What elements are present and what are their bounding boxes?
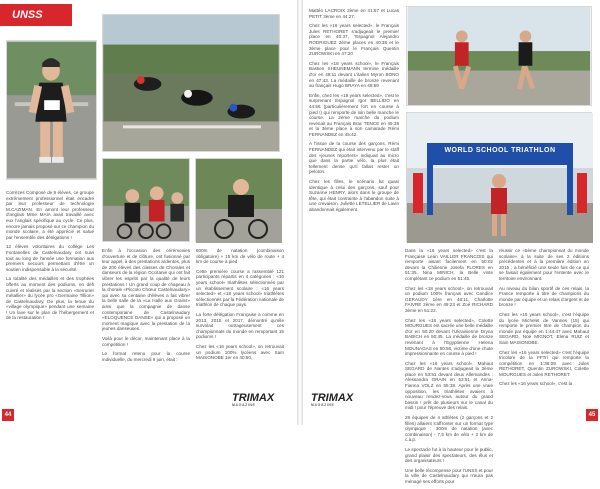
paragraph: Dans la «16 years selected» c'est la Française Lean VAILLER FRANCOIS qui remporte aisant facilement en 50:02 devant la Chilienne Josefa FLORES en 51:35. Nina MINICH, la Belle vinte complétant ce podium en 51:45. [405, 248, 493, 281]
photo-bike-pack [102, 158, 190, 242]
left-page [0, 0, 297, 425]
page-number: 44 [2, 409, 14, 421]
paragraph: Mattéo LACROIX 2ème en 41:57 et Lucas PETIT 3ème en 44:27. [309, 8, 399, 19]
left-column-2 [102, 248, 190, 366]
left-column-1 [6, 190, 94, 325]
right-column-3 [499, 248, 589, 391]
right-column-1 [309, 8, 399, 217]
section-tag: UNSS [0, 4, 72, 26]
paragraph: Chez les «18 years school», le Français Bastien SHEUNEMANN termine médaille d'or en 48:11 devant L'italien Myron BONO en 47:43. La médaille de bronze revenant au français Hugo BRAYA en 48:59 [309, 60, 399, 89]
paragraph: 28 équipes de 4 athlètes (2 garçons et 2 filles) allaient s'affronter sur un format type olympique : 300m de natation (avec combinaison) - 7,5 km de vélo + 2 km de c.à.p. [405, 415, 493, 443]
left-column-3 [196, 248, 284, 365]
paragraph: Le spectacle fut à la hauteur pour le public, grand plaisir des spectateurs, des élus et des organisateurs ! [405, 447, 493, 464]
paragraph: Chez les «16 years school», c'est la [499, 381, 573, 387]
finish-banner-text: WORLD SCHOOL TRIATHLON [444, 147, 556, 154]
paragraph: Corrèzes Composé de 9 élèves, ce groupe extrêmement professionnel était encadré par leur professeur de technologie M.CAZIMAN. En amont leur professeur d'anglais Mme MAIA avait travaillé avec eux l'anglais spécifique au cycle. Ce plus, encore jamais proposé sur ce champion du monde scolaire, a été apprécié et salué par l'ensemble des délégations ! [6, 190, 94, 240]
photo-runners [406, 6, 592, 106]
paragraph: Cette première course a rassemblé 121 participants répartis en 4 catégories : «16 years school» triathlètes sélectionnés par un établissement scolaire ; «16 years selected» et «18 years school» triathlètes sélectionnés par la Fédération nationale de triathlon de chaque pays. [196, 268, 284, 308]
paragraph: Le format retenu pour la course individuelle, du mercredi 9 juin, était : [102, 351, 190, 362]
paragraph: 600m de natation (combinaison obligatoire) + 15 km de vélo de route + 4 km de course à pied [196, 248, 284, 265]
right-column-2 [405, 248, 493, 489]
paragraph: A l'issue de la course des garçons, Rémi FERNANDEZ qui était intervenu par le staff des «jeunes reporters» indiquait au micro que dans la partie vélo, la plus était tellement dense qu'il fallait rester un peloton. [309, 141, 399, 175]
paragraph: Voilà pour le décor, maintenant place à la compétition ! [102, 335, 190, 347]
paragraph: Chez les «18 years school», on retrouvait un podium 100% français avec Candice GERAUDY 1ère en 48:11, Charlotte FAIVRE 2ème en 49:23 et Zoé RICHARD 3ème en 51:22. [405, 285, 493, 313]
logo-text: TRIMAX [311, 392, 354, 404]
paragraph: Chez les «16 years school», c'est l'équipe du lycée Michelet de Vannes (15) qui remporte le premier titre de champion du monde par équipe en 1:44:47 avec Mahaut SEGARD, Noé MIGNOT, Elena RUIZ et Sam MAISONOBE. [499, 311, 589, 345]
paragraph: Chez les filles, le scénario fut quasi identique à celui des garçons, sauf pour Suzanne HENRY, alors dans le groupe de tête, qui était contrainte à l'abandon suite à une crevaison. Juliette LETELLIER de Lavin abandonnait également. [309, 179, 399, 212]
trimax-logo [311, 392, 353, 407]
paragraph: Chez les «16 years selected», le Français Jules RETHORET s'adjugeait le premier place en 40:37, 'Espagnol Alejandro RODRIGUEZ 2ème places en 40:38 et le 3ème place pour le Français Quentin ZUROWSKI en 47:20 [309, 23, 399, 57]
paragraph: Chez les «16 years school», on retrouvait un podium 100% lycéens avec Sam MAISONOBE 1er en 40:50, [196, 343, 284, 361]
trimax-logo [232, 392, 274, 407]
paragraph: Chez les «18 years selected», Colette MOURGUES est sacrée une belle médaille d'or en 50:20 devant l'Ukrainienne Dryna BABICH en 50:45. La médaille de bronze revenant à l'Égyptienne Helena MOUNAGAS en 50:56, victime d'une chute impressionnante en course à pied ! [405, 317, 493, 357]
photo-runner-woman [6, 40, 97, 180]
page-number: 45 [586, 409, 598, 421]
paragraph: Une belle récompense pour l'UNSS et pour la ville de Castelnaudary qui n'aura pas ménagé ses efforts pour [405, 467, 493, 484]
paragraph: réussir ce «5ème championnat du monde scolaire» à la suite de ses 2 éditions précédentes et à la première édition en 2015 ; a bénéficié une seule fois de ce qui se faisait également pour l'entente avec le territoire environnant. [499, 248, 589, 281]
paragraph: La forte délégation Française a comme en 2013, 2015 et 2017, démontré qu'elle survolait outrageusement ces championnats du monde en remportant 15 podiums ! [196, 311, 284, 340]
paragraph: Au niveau du bilan sportif de ces relais, la France remporte à titre de champions du monde par équipe et un relais d'argent et de bronze ! [499, 285, 590, 308]
paragraph: La totalité des médailles et des trophées offerts au moment des podiums, en défi cuivré et réalisés par la section «Serrurier métallier» du lycée pro «Germaine Tillion» de Castelnaudary. De plus, la tenue du «village olympique» pendant une semaine ! Un lave sur le plan de l'hébergement et de la restauration ! [6, 276, 94, 321]
paragraph: Chez les «16 years selected» c'est l'équipe tricolore de la FFTri qui remporte la compétition en 1:38:09 avec Jules RETHORET, Quentin ZUROWSKI, Colette MOURGUES et Jules RETHORET. [499, 349, 589, 377]
paragraph: Enfin à l'occasion des cérémonies d'ouverture et de clôture, ont fusionné par leur appel, à des prestations ardentes, plus de 200 élèves des classes de Chorales et danseurs de la région Occitanie qui ont fait vibrer les esprits par la qualité de leurs prestations ! Un grand coup de chapeau à la chorale «Piccolo Chœur Castelnaudary» qui avec sa centaine d'élèves a fait vibrer la belle salle de la «La Halle aux Grains» ainsi que la compagnie de danse contemporaine de Castelnaudary «ELOQUENCE DANSE» qui a proposé un moment magique avec la prestation de la jeunes danseuses. [102, 248, 190, 332]
paragraph: Enfin, chez les «18 years selected», c'est le surprenant Espagnol Igor BELLIDO en 44:56 (particulièrement fort en course à pied !) qui remporte de loin belle manche le course. La 2ème marche du podium revenait au Français Brac TENCE en 45:38 et la 3ème place à son camarade Rémi FERNANDEZ en 45:42. [309, 92, 399, 137]
paragraph: 12 élèves volontaires du collège Les Fontanelles de Castelnaudary ont suivi tout au long de l'année une formation aux premiers secours permettant d'être un soutien indispensable à la sécurité. [6, 244, 94, 272]
photo-swim-exit [102, 14, 280, 152]
photo-finish-line [406, 112, 592, 242]
logo-subtext: MAGAZINE [311, 403, 335, 407]
logo-text: TRIMAX [232, 392, 275, 404]
paragraph: Chez les «16 years school», Mahaut SEGARD de Nantes s'adjugeait la 3ème place en 53:51 devant deux Allemandes : Alessandra GRAIN en 53:51 et Anna-Fianna VOLZ en 55:38. Après une vraie opposition, les triathlètes avaient à nouveau rendez-vous autour du grand bassin ! prêt de plusieurs sur le canal du midi ! pour l'épreuve des relais. [405, 360, 493, 411]
right-page [303, 0, 600, 484]
photo-cyclist [195, 158, 281, 242]
logo-subtext: MAGAZINE [232, 403, 256, 407]
